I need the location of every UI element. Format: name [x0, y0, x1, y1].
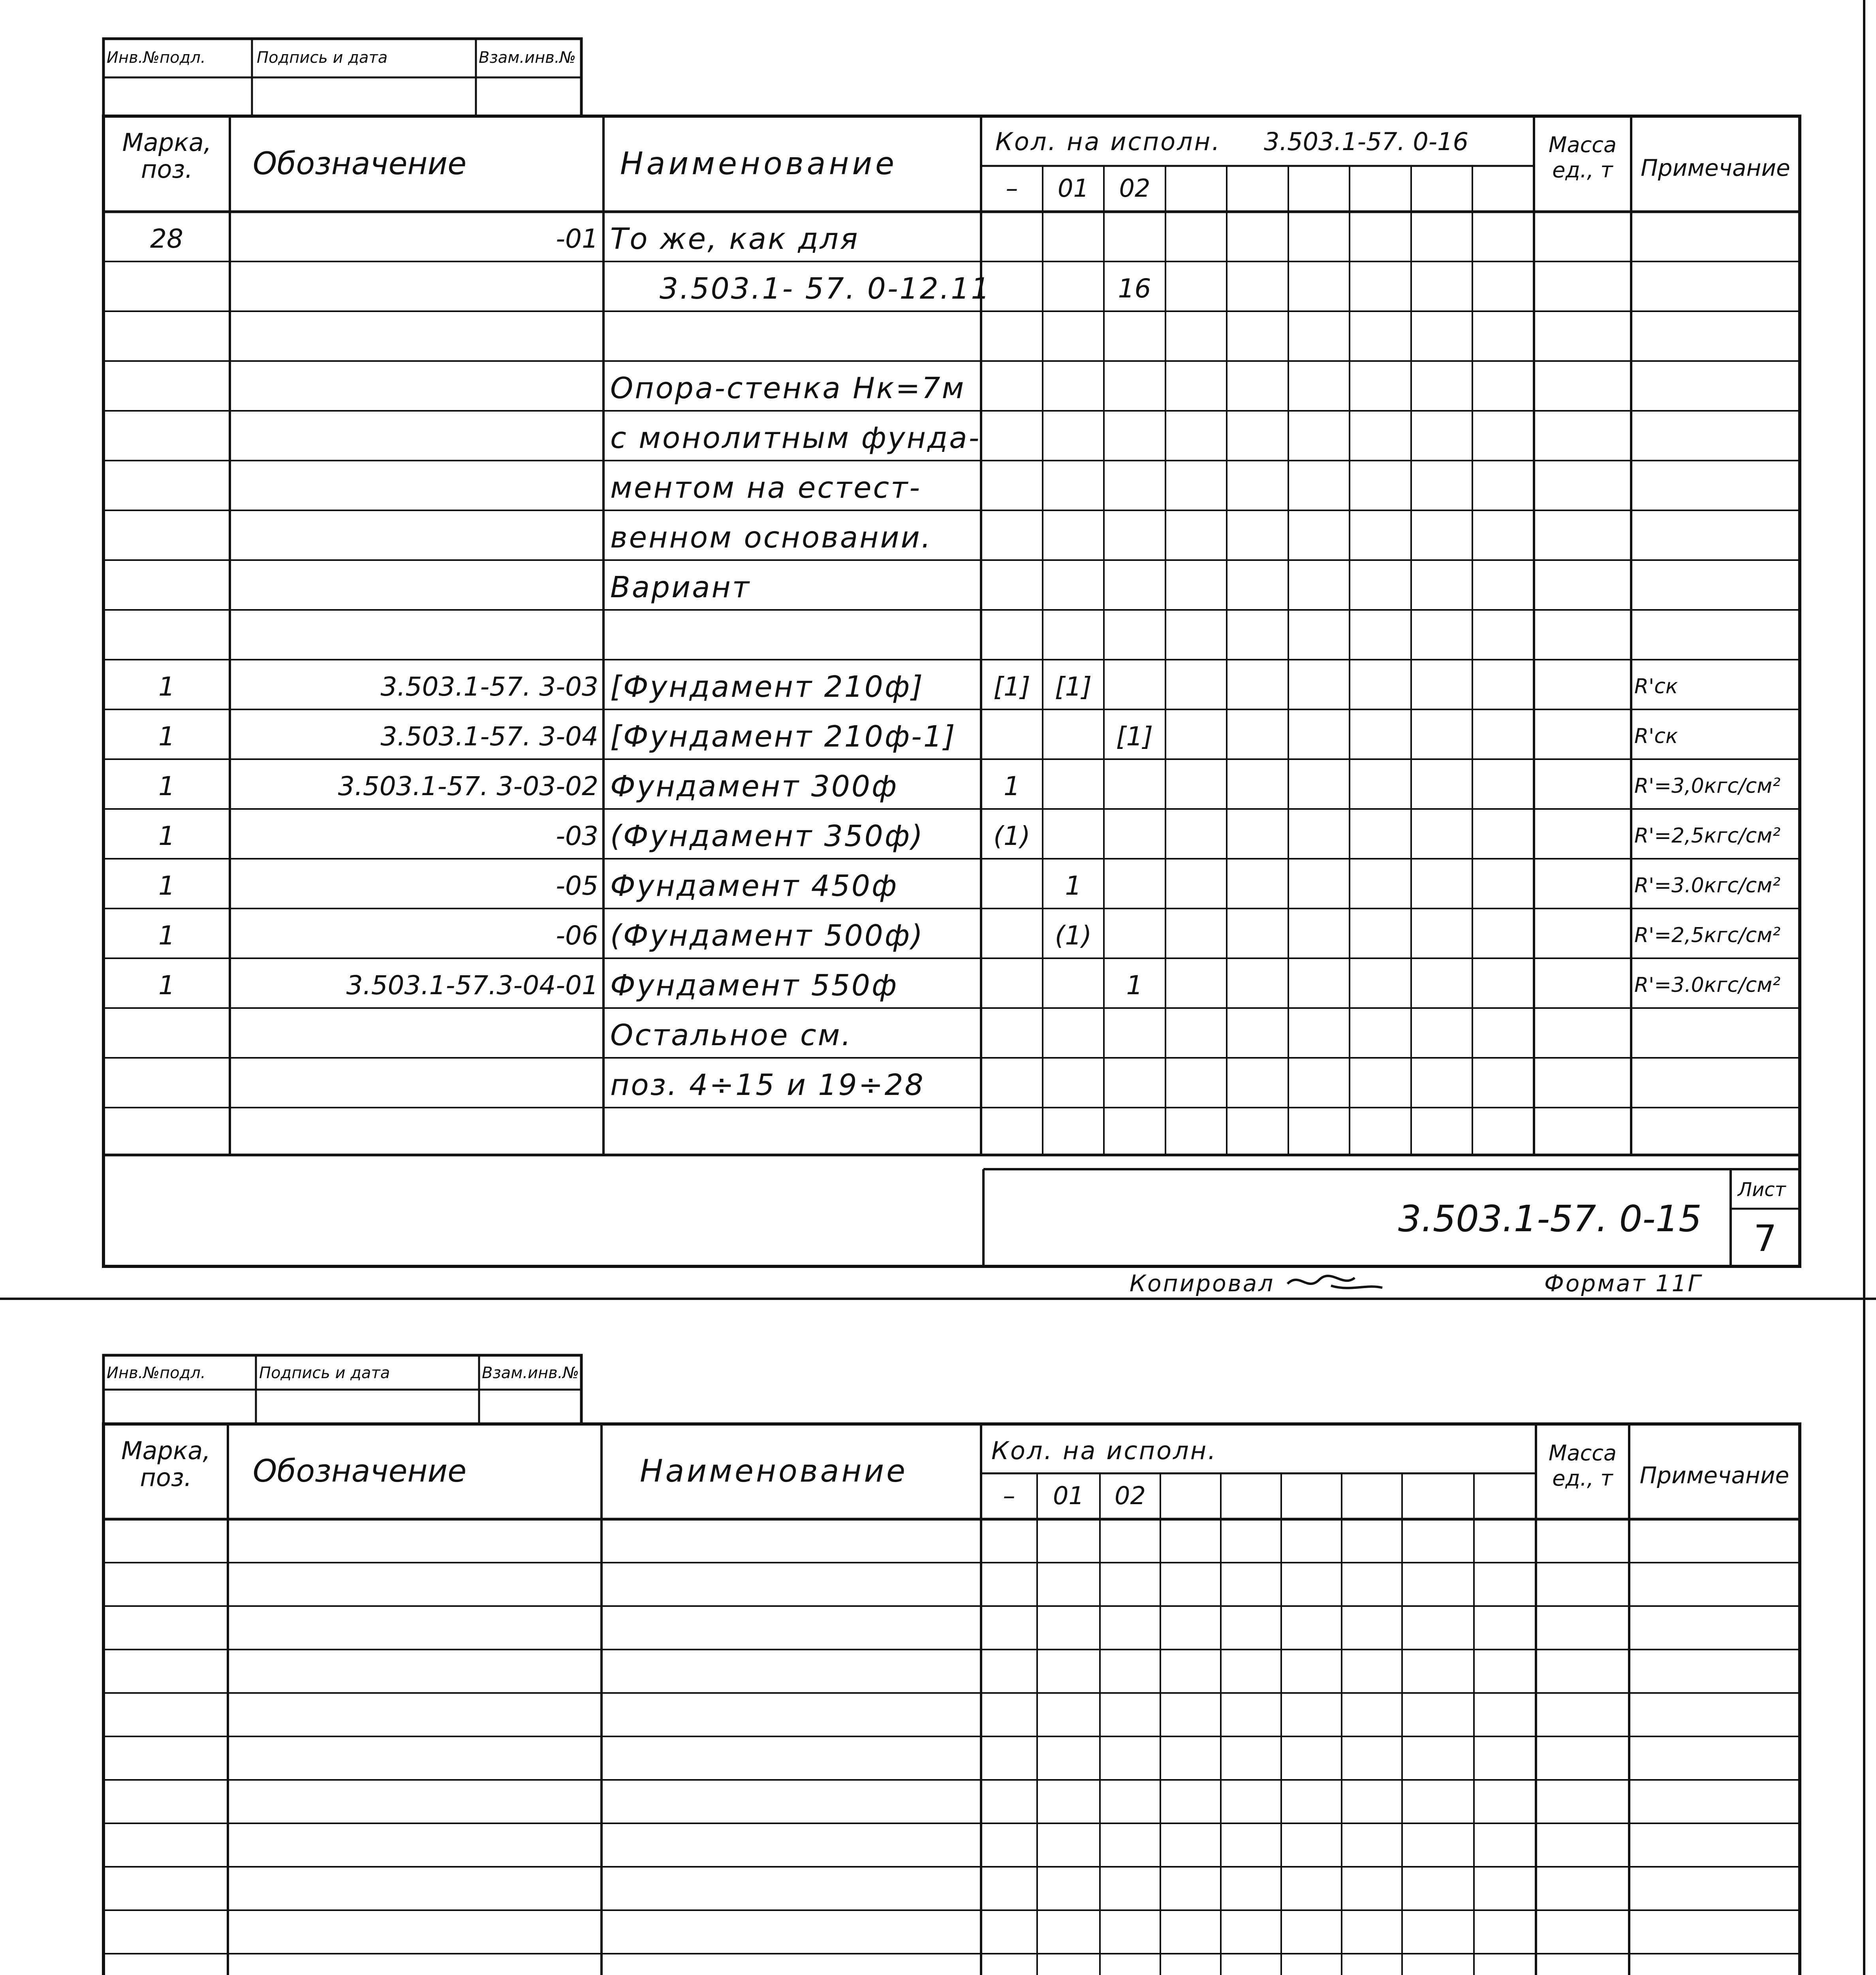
row-isp-qty: 16 — [1118, 273, 1151, 304]
row-isp-qty: [1] — [993, 672, 1030, 702]
header-marka-line-2: поз. — [141, 155, 193, 184]
list-number: 7 — [1754, 1217, 1777, 1260]
doc-number: 3.503.1-57. 0-15 — [1398, 1198, 1702, 1240]
stamp-vzam: Взам.инв.№ — [479, 49, 576, 67]
row-poz: 1 — [158, 920, 175, 951]
row-oboznachenie: 3.503.1-57. 3-03-02 — [338, 771, 598, 801]
row-poz: 1 — [158, 871, 175, 901]
header-primechanie: Примечание — [1641, 154, 1790, 181]
row-poz: 1 — [158, 771, 175, 801]
row-primechanie: R'=2,5кгс/см² — [1634, 824, 1781, 848]
row-naimenovanie: с монолитным фунда- — [610, 421, 981, 455]
row-primechanie: R'=3.0кгс/см² — [1634, 874, 1781, 897]
header-primechanie-2: Примечание — [1639, 1462, 1790, 1489]
row-naimenovanie: Остальное см. — [610, 1018, 853, 1052]
stamp-vzam-2: Взам.инв.№ — [482, 1364, 579, 1382]
header-marka-line-1: Марка, — [122, 128, 212, 157]
header-kol-na-ispoln-2: Кол. на исполн. — [991, 1436, 1217, 1465]
header-kol-na-ispoln: Кол. на исполн. — [995, 127, 1221, 156]
row-poz: 1 — [158, 672, 175, 702]
row-oboznachenie: -01 — [556, 224, 598, 254]
row-naimenovanie: венном основании. — [610, 521, 932, 555]
row-naimenovanie: ментом на естест- — [610, 471, 922, 505]
header-massa-line-2-2: ед., т — [1552, 1466, 1613, 1491]
row-isp-qty: (1) — [993, 821, 1030, 851]
row-primechanie: R'ск — [1634, 724, 1678, 748]
stamp-inv-podl-2: Инв.№подл. — [107, 1364, 206, 1382]
row-primechanie: R'=3,0кгс/см² — [1634, 774, 1781, 798]
row-naimenovanie: 3.503.1- 57. 0-12.11 — [660, 272, 991, 306]
row-primechanie: R'=2,5кгс/см² — [1634, 924, 1781, 947]
row-primechanie: R'=3.0кгс/см² — [1634, 973, 1781, 997]
row-naimenovanie: (Фундамент 350ф) — [610, 819, 925, 853]
stamp-podpis-2: Подпись и дата — [259, 1364, 390, 1382]
header-isp-01-2: 01 — [1053, 1481, 1084, 1510]
row-isp-qty: 1 — [1126, 970, 1143, 1001]
header-oboznachenie: Обозначение — [253, 146, 467, 182]
row-naimenovanie: Фундамент 300ф — [610, 769, 899, 803]
header-naimenovanie: Наименование — [620, 146, 898, 182]
header-isp-02: 02 — [1119, 174, 1150, 203]
header-isp-dash-2: – — [1003, 1481, 1015, 1510]
header-oboznachenie-2: Обозначение — [253, 1454, 467, 1489]
row-naimenovanie: Фундамент 450ф — [610, 869, 899, 903]
row-naimenovanie: Вариант — [610, 570, 751, 604]
header-marka-line-1-2: Марка, — [121, 1436, 211, 1465]
header-massa-line-1-2: Масса — [1548, 1441, 1617, 1465]
row-isp-qty: (1) — [1055, 920, 1092, 951]
header-naimenovanie-2: Наименование — [640, 1454, 908, 1489]
header-isp-dash: – — [1006, 174, 1018, 203]
row-naimenovanie: Фундамент 550ф — [610, 969, 899, 1003]
list-label: Лист — [1738, 1179, 1786, 1201]
row-naimenovanie: [Фундамент 210ф-1] — [610, 720, 957, 754]
row-naimenovanie: поз. 4÷15 и 19÷28 — [610, 1068, 925, 1102]
row-poz: 1 — [158, 721, 175, 752]
stamp-inv-podl: Инв.№подл. — [107, 49, 206, 67]
header-isp-02-2: 02 — [1115, 1481, 1146, 1510]
row-primechanie: R'ск — [1634, 675, 1678, 698]
row-naimenovanie: Опора-стенка Нк=7м — [610, 371, 966, 405]
row-isp-qty: [1] — [1055, 672, 1092, 702]
row-naimenovanie: То же, как для — [610, 222, 859, 256]
sheet-2-grid-lines — [0, 1300, 1876, 1975]
row-naimenovanie: [Фундамент 210ф] — [610, 670, 925, 704]
row-isp-qty: 1 — [1065, 871, 1082, 901]
row-poz: 28 — [150, 224, 183, 254]
header-massa-line-2: ед., т — [1552, 158, 1613, 182]
row-poz: 1 — [158, 970, 175, 1001]
row-oboznachenie: -05 — [556, 871, 598, 901]
header-isp-01: 01 — [1058, 174, 1089, 203]
row-oboznachenie: 3.503.1-57.3-04-01 — [346, 970, 598, 1001]
copier-signature — [1284, 1268, 1386, 1296]
row-oboznachenie: 3.503.1-57. 3-03 — [380, 672, 598, 702]
row-isp-qty: 1 — [1004, 771, 1020, 801]
row-oboznachenie: -03 — [556, 821, 598, 851]
row-oboznachenie: 3.503.1-57. 3-04 — [380, 721, 598, 752]
row-oboznachenie: -06 — [556, 920, 598, 951]
header-marka-line-2-2: поз. — [140, 1463, 192, 1492]
sheet-2 — [0, 1300, 1876, 1975]
row-naimenovanie: (Фундамент 500ф) — [610, 919, 925, 953]
row-poz: 1 — [158, 821, 175, 851]
header-kol-doc: 3.503.1-57. 0-16 — [1264, 127, 1469, 156]
header-massa-line-1: Масса — [1548, 132, 1617, 157]
stamp-podpis: Подпись и дата — [257, 49, 388, 67]
format-label: Формат 11Г — [1544, 1270, 1702, 1297]
kopiroval-label: Копировал — [1130, 1270, 1275, 1297]
row-isp-qty: [1] — [1116, 721, 1153, 752]
